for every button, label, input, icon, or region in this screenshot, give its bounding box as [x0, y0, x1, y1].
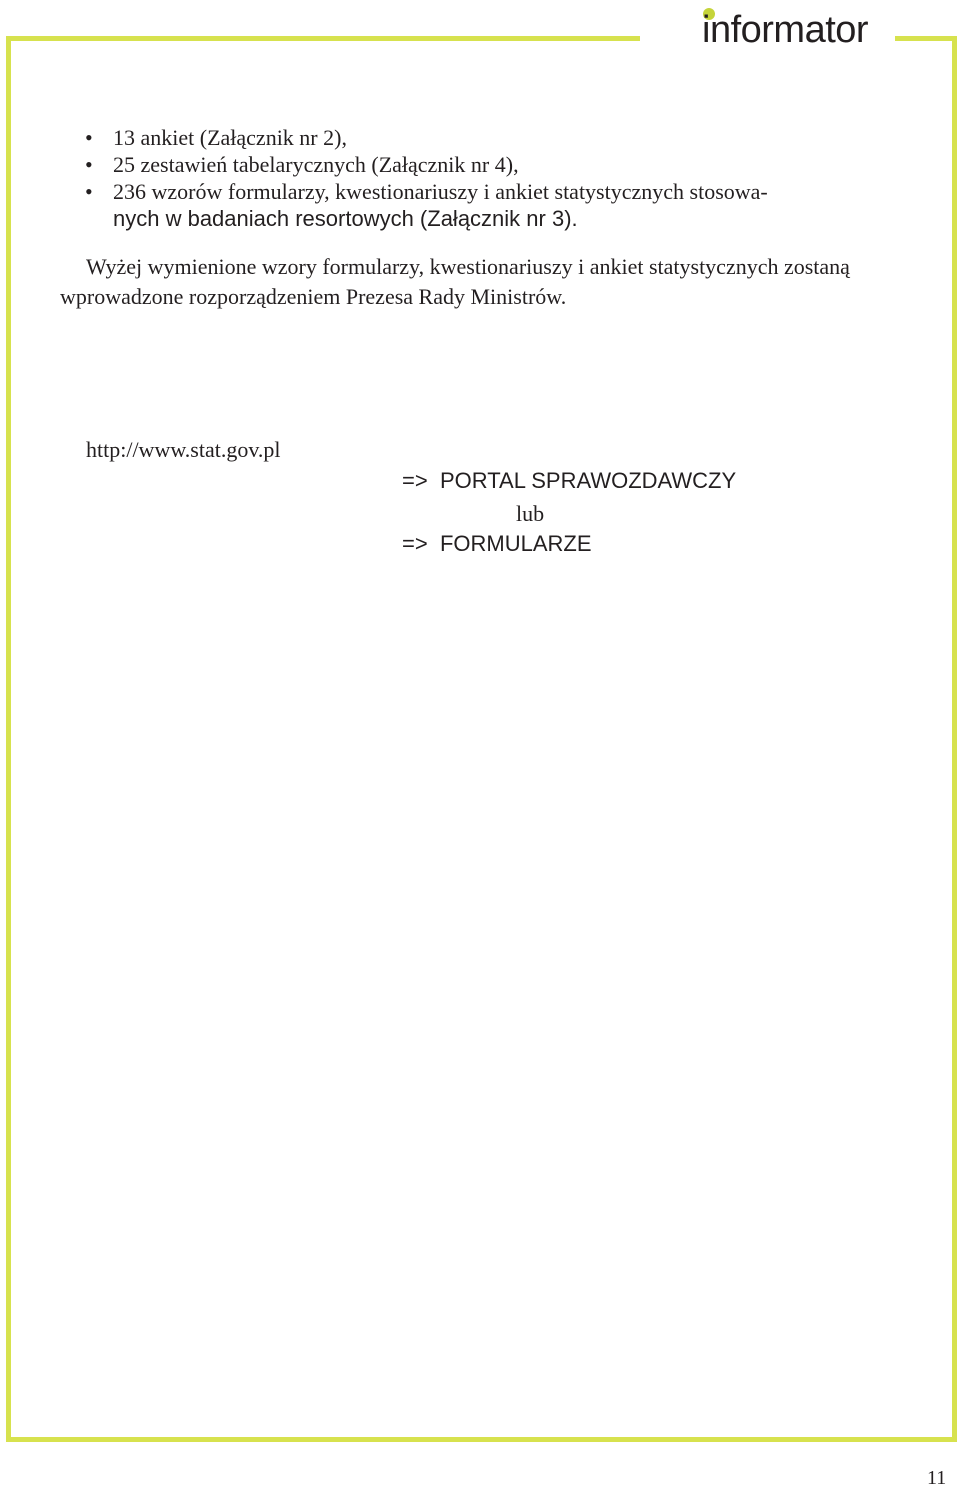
frame-top-border [6, 36, 640, 41]
list-item-continuation: nych w badaniach resortowych (Załącznik nr 3). [113, 206, 578, 231]
frame-right-border [952, 36, 957, 1442]
frame-bottom-border [6, 1437, 957, 1442]
portal-link-line[interactable] [402, 467, 736, 495]
list-item: • 25 zestawień tabelarycznych (Załącznik nr 4), [85, 152, 519, 177]
arrow-icon: => [402, 531, 428, 556]
body-paragraph: Wyżej wymienione wzory formularzy, kwestionariuszy i ankiet statystycznych zostaną wprowadzone rozporządzeniem Prezesa Rady Ministrów. [60, 254, 850, 309]
bullet-icon: • [85, 152, 93, 177]
statistics-list [85, 124, 915, 232]
bullet-icon: • [85, 179, 93, 204]
list-item: • 13 ankiet (Załącznik nr 2), [85, 125, 347, 150]
list-item: • 236 wzorów formularzy, kwestionariuszy i ankiet statystycznych stosowa- nych w badaniach resortowych (Załącznik nr 3). [85, 178, 915, 232]
portal-link-label: PORTAL SPRAWOZDAWCZY [439, 468, 737, 493]
forms-link-line[interactable] [402, 530, 592, 558]
page-number: 11 [927, 1467, 947, 1489]
bullet-icon: • [85, 125, 93, 150]
brand-logo [702, 6, 892, 50]
frame-left-border [6, 36, 11, 1442]
arrow-icon: => [402, 468, 428, 493]
or-label: lub [516, 501, 545, 526]
frame-top-right-border [895, 36, 957, 41]
stat-url-link[interactable]: http://www.stat.gov.pl [86, 437, 281, 462]
brand-title: informator [702, 9, 869, 51]
forms-link-label: FORMULARZE [439, 531, 592, 556]
